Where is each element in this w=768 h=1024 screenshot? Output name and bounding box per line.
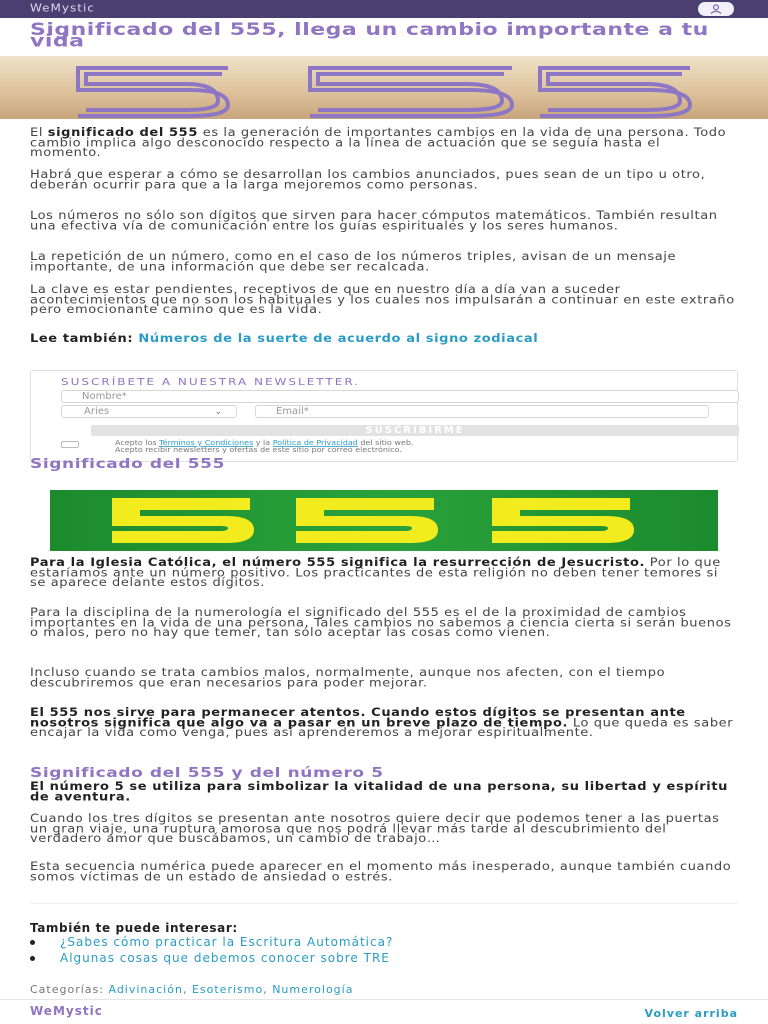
consent-checkbox[interactable]: [61, 441, 79, 448]
category-link[interactable]: Adivinación: [108, 983, 183, 996]
green-555-image: [50, 490, 718, 551]
section1-paragraph-3: Incluso cuando se trata cambios malos, normalmente, aunque nos afecten, con el tiempo descubriremos que eran necesarios para poder mejorar.: [30, 666, 666, 690]
newsletter-box: [30, 370, 738, 462]
related-list: [30, 935, 738, 967]
footer-logo[interactable]: WeMystic: [30, 1004, 103, 1018]
category-link[interactable]: Esoterismo: [191, 983, 264, 996]
bullet-icon: [30, 940, 35, 945]
section-title-1: Significado del 555: [30, 456, 226, 472]
privacy-link[interactable]: Política de Privacidad: [272, 439, 358, 447]
section1-paragraph-4: El 555 nos sirve para permanecer atentos. Cuando estos dígitos se presentan ante nosotros significa que algo va a pasar en un breve plazo de tiempo. Lo que queda es saber encajar la vida como venga, pues así aprenderemos a mejorar espiritualmente.: [30, 706, 734, 740]
related-title: También te puede interesar:: [30, 921, 238, 935]
sign-select[interactable]: [61, 405, 237, 418]
site-logo[interactable]: WeMystic: [30, 2, 95, 14]
related-link[interactable]: ¿Sabes cómo practicar la Escritura Automática?: [60, 935, 394, 949]
user-icon[interactable]: [698, 2, 734, 16]
section1-paragraph-1: Para la Iglesia Católica, el número 555 significa la resurrección de Jesucristo. Por lo que estaríamos ante un número positivo. Los practicantes de esta religión no deben tener temores si se aparece delante estos dígitos.: [30, 556, 721, 590]
divider: [30, 903, 738, 904]
hero-image: [0, 56, 768, 119]
categories: Categorías: Adivinación, Esoterismo, Numerología: [30, 983, 354, 996]
related-link[interactable]: Algunas cosas que debemos conocer sobre TRE: [60, 951, 390, 965]
article-title: Significado del 555, llega un cambio importante a tu vida: [30, 20, 709, 52]
section-title-2: Significado del 555 y del número 5: [30, 765, 384, 781]
intro-paragraph-3: Los números no sólo son dígitos que sirven para hacer cómputos matemáticos. También resultan una efectiva vía de comunicación entre los guías espirituales y los seres humanos.: [30, 209, 718, 233]
subscribe-button[interactable]: SUSCRIBIRME: [91, 425, 739, 436]
related-item[interactable]: [30, 935, 738, 951]
section1-paragraph-2: Para la disciplina de la numerología el significado del 555 es el de la proximidad de cambios importantes en la vida de una persona. Tales cambios no sabemos a ciencia cierta si serán buenos o malos, pero no hay que temer, tan sólo aceptar las cosas como vienen.: [30, 606, 732, 640]
name-field[interactable]: Nombre*: [61, 390, 739, 403]
read-also: Lee también: Números de la suerte de acuerdo al signo zodiacal: [30, 332, 539, 346]
bullet-icon: [30, 956, 35, 961]
category-link[interactable]: Numerología: [272, 983, 354, 996]
email-field[interactable]: Email*: [255, 405, 709, 418]
sign-select-value: Aries: [84, 406, 110, 417]
intro-paragraph-5: La clave es estar pendientes, receptivos de que en nuestro día a día van a suceder acontecimientos que no son los habituales y los cuales nos impulsarán a continuar en este extraño pero emocionante camino que es la vida.: [30, 283, 735, 317]
read-also-link[interactable]: Números de la suerte de acuerdo al signo zodiacal: [138, 332, 539, 346]
consent-text: Acepto los Términos y Condiciones y la Política de Privacidad del sitio web. Acepto recibir newsletters y ofertas de este sitio por correo electrónico.: [115, 439, 414, 454]
section2-paragraph-1: El número 5 se utiliza para simbolizar la vitalidad de una persona, su libertad y espíritu de aventura.: [30, 780, 728, 804]
intro-paragraph-4: La repetición de un número, como en el caso de los números triples, avisan de un mensaje importante, de una información que debe ser recalcada.: [30, 250, 677, 274]
back-to-top-link[interactable]: Volver arriba: [644, 1007, 738, 1020]
top-bar: [0, 0, 768, 18]
chevron-down-icon: ⌄: [214, 407, 222, 417]
intro-paragraph-1: El significado del 555 es la generación de importantes cambios en la vida de una persona. Todo cambio implica algo desconocido respecto a la línea de actuación que se seguía hasta el momento.: [30, 126, 727, 160]
section2-paragraph-3: Esta secuencia numérica puede aparecer en el momento más inesperado, aunque también cuando somos víctimas de un estado de ansiedad o estrés.: [30, 860, 732, 884]
intro-paragraph-2: Habrá que esperar a cómo se desarrollan los cambios anunciados, pues sean de un tipo u otro, deberán ocurrir para que a la larga mejoremos como personas.: [30, 168, 706, 192]
section2-paragraph-2: Cuando los tres dígitos se presentan ante nosotros quiere decir que podemos tener a las puertas un gran viaje, una ruptura amorosa que nos podrá llevar más tarde al descubrimiento del verdadero amor que buscábamos, un cambio de trabajo…: [30, 812, 720, 846]
footer-divider: [0, 999, 768, 1000]
hero-555-graphic: [0, 60, 768, 119]
related-item[interactable]: [30, 951, 738, 967]
categories-label: Categorías:: [30, 983, 104, 996]
newsletter-title: SUSCRÍBETE A NUESTRA NEWSLETTER.: [61, 376, 361, 388]
terms-link[interactable]: Términos y Condiciones: [159, 439, 254, 447]
